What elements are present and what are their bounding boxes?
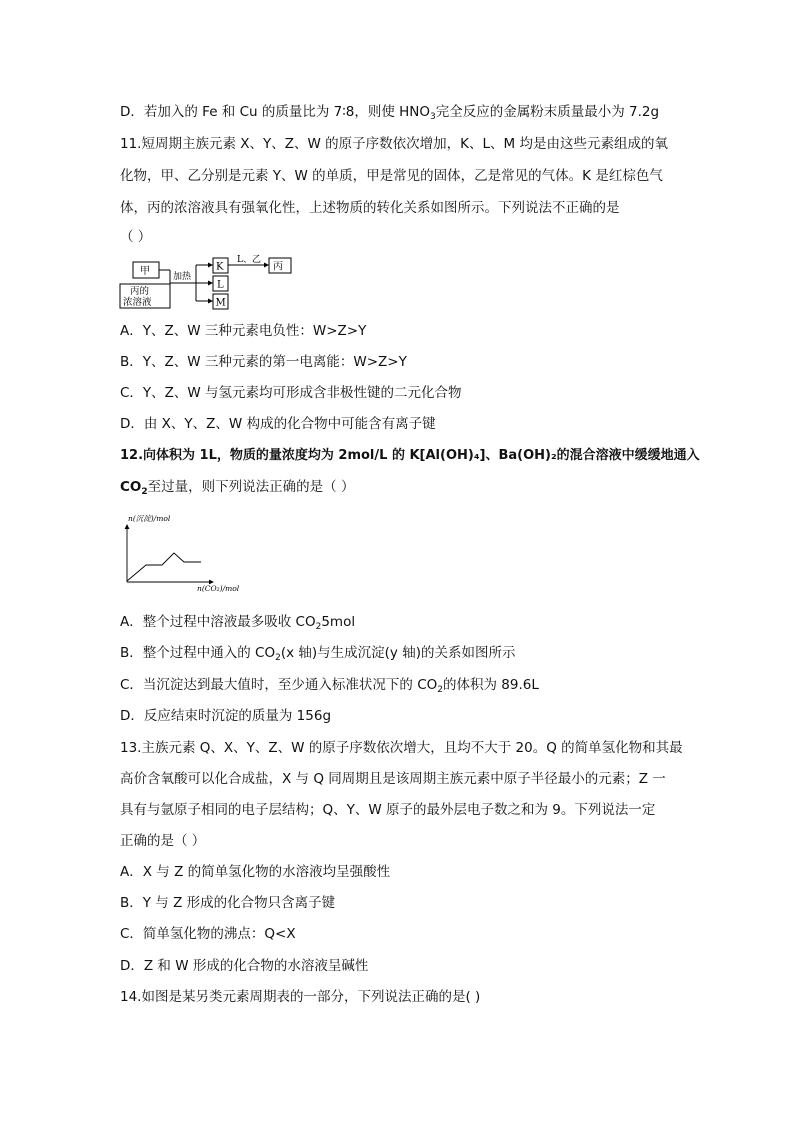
q14-stem: 14.如图是某另类元素周期表的一部分，下列说法正确的是( ) [120, 989, 481, 1005]
q12-option-b-text: B．整个过程中通入的 CO [120, 645, 276, 661]
q12-stem-line-2 [120, 477, 354, 497]
q12-option-a-text-end: 5mol [321, 614, 356, 630]
q13-stem-line-4: 正确的是（ ） [120, 833, 206, 849]
diagram-label-jia: 甲 [140, 266, 150, 277]
q12-option-a-sub: 2 [315, 622, 322, 632]
q11-stem-line-2: 化物，甲、乙分别是元素 Y、W 的单质，甲是常见的固体，乙是常见的气体。K 是红棕色气 [120, 168, 663, 184]
diagram-label-l: L [217, 279, 224, 291]
q12-option-b [120, 643, 515, 663]
diagram-label-heat: 加热 [173, 272, 192, 282]
q11-option-a: A．Y、Z、W 三种元素电负性：W>Z>Y [120, 323, 367, 339]
q13-stem-line-3: 具有与氩原子相同的电子层结构；Q、Y、W 原子的最外层电子数之和为 9。下列说法一定 [120, 802, 656, 818]
chart-x-label: n(CO₂)/mol [197, 584, 240, 593]
q13-stem-line-1: 13.主族元素 Q、X、Y、Z、W 的原子序数依次增大，且均不大于 20。Q 的简单氢化物和其最 [120, 740, 683, 756]
q12-option-d: D．反应结束时沉淀的质量为 156g [120, 708, 332, 724]
diagram-label-m: M [215, 297, 226, 309]
q13-option-b: B．Y 与 Z 形成的化合物只含离子键 [120, 895, 336, 911]
q12-option-c-text-end: 的体积为 89.6L [443, 677, 539, 693]
q11-stem-line-4: （ ） [120, 229, 152, 245]
q11-reaction-diagram [118, 253, 298, 311]
q13-option-d: D．Z 和 W 形成的化合物的水溶液呈碱性 [120, 958, 369, 974]
q12-stem-line-1: 12.向体积为 1L，物质的量浓度均为 2mol/L 的 K[Al(OH)₄]、Ba(OH)₂的混合溶液中缓缓地通入 [120, 448, 700, 463]
q13-option-a: A．X 与 Z 的简单氢化物的水溶液均呈强酸性 [120, 864, 391, 880]
q11-stem-line-3: 体，丙的浓溶液具有强氧化性，上述物质的转化关系如图所示。下列说法不正确的是 [120, 200, 620, 216]
diagram-label-bing-conc-1: 丙的 [130, 286, 150, 297]
q11-option-d: D．由 X、Y、Z、W 构成的化合物中可能含有离子键 [120, 416, 436, 432]
q10-option-d-text-end: 完全反应的金属粉末质量最小为 7.2g [435, 104, 660, 120]
diagram-label-k: K [216, 261, 224, 273]
diagram-label-bing: 丙 [273, 261, 283, 273]
q10-option-d-sub: 3 [430, 112, 436, 122]
q12-option-b-text-end: (x 轴)与生成沉淀(y 轴)的关系如图所示 [280, 645, 516, 661]
chart-y-label: n(沉淀)/mol [128, 514, 171, 523]
q12-precipitate-chart [118, 508, 258, 596]
q12-stem-co: CO [120, 479, 142, 495]
q12-stem-text: 至过量，则下列说法正确的是（ ） [147, 479, 355, 495]
q12-option-c [120, 675, 539, 695]
q12-option-a-text: A．整个过程中溶液最多吸收 CO [120, 614, 316, 630]
q11-option-b: B．Y、Z、W 三种元素的第一电离能：W>Z>Y [120, 354, 407, 370]
diagram-label-bing-conc-2: 浓溶液 [123, 297, 152, 308]
q12-stem-sub: 2 [141, 487, 148, 497]
q12-option-c-sub: 2 [437, 685, 444, 695]
q12-option-c-text: C．当沉淀达到最大值时，至少通入标准状况下的 CO [120, 677, 438, 693]
q11-stem-line-1: 11.短周期主族元素 X、Y、Z、W 的原子序数依次增加，K、L、M 均是由这些元素组成的氧 [120, 136, 668, 152]
q10-option-d [120, 102, 659, 122]
diagram-label-condition: L、乙 [237, 255, 261, 265]
q11-option-c: C．Y、Z、W 与氢元素均可形成含非极性键的二元化合物 [120, 385, 462, 401]
q12-option-b-sub: 2 [275, 653, 281, 663]
q12-option-a [120, 612, 355, 632]
q10-option-d-text: D．若加入的 Fe 和 Cu 的质量比为 7∶8，则使 HNO [120, 104, 431, 120]
q13-stem-line-2: 高价含氧酸可以化合成盐，X 与 Q 同周期且是该周期主族元素中原子半径最小的元素；Z 一 [120, 771, 666, 787]
q13-option-c: C．简单氢化物的沸点：Q<X [120, 926, 296, 942]
chart-precipitate-curve [127, 553, 201, 581]
